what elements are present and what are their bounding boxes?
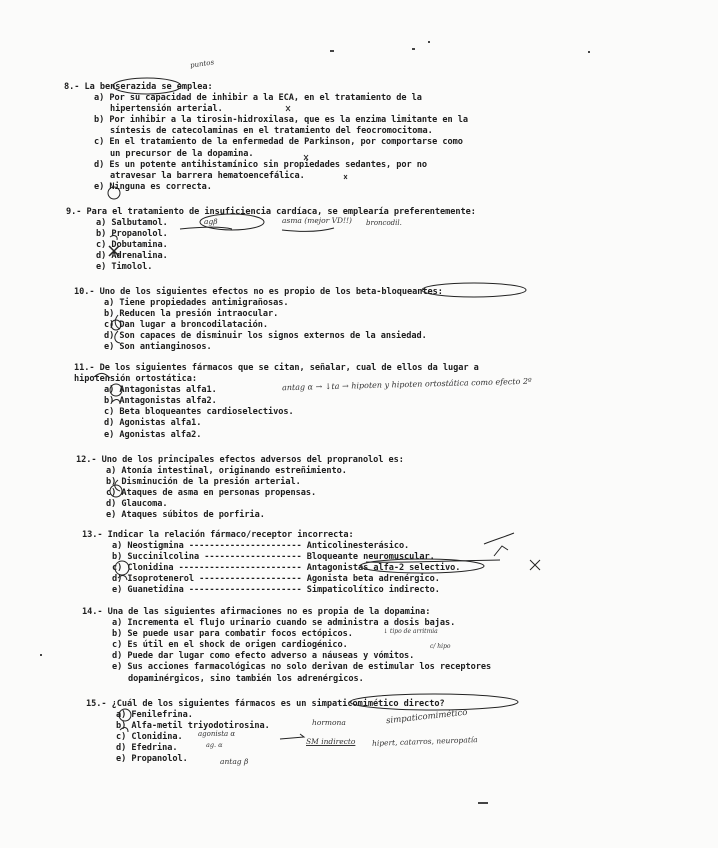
option-e: e) Ataques súbitos de porfiria. (106, 510, 265, 521)
scan-speck (412, 48, 415, 50)
question-10 (74, 287, 594, 354)
question-15 (86, 699, 606, 766)
question-13 (82, 530, 602, 597)
handwritten-note: agonista α (198, 730, 236, 738)
handwritten-note: c/ hipo (430, 643, 451, 650)
option-continuation: atravesar la barrera hematoencefálica. (110, 170, 305, 181)
option-e: e) Son antianginosos. (104, 342, 212, 353)
handwritten-note: asma (mejor VD!!) (282, 216, 352, 225)
option-e: e) Timolol. (96, 262, 153, 273)
option-d: d) Es un potente antihistamínico sin propiedades sedantes, por no (94, 159, 428, 170)
handwritten-note: puntos (189, 58, 215, 70)
question-14 (82, 607, 602, 685)
handwritten-note: antag α → ↓ta → hipoten y hipoten ortostática como efecto 2º (281, 376, 532, 393)
question-stem: 12.- Uno de los principales efectos adversos del propranolol es: (76, 455, 404, 465)
option-d: d) Isoprotenerol -------------------- Agonista beta adrenérgico. (112, 574, 440, 585)
option-c: c) Beta bloqueantes cardioselectivos. (104, 407, 294, 418)
question-stem: 10.- Uno de los siguientes efectos no es propio de los beta-bloqueantes: (74, 287, 443, 297)
option-a: a) Tiene propiedades antimigrañosas. (104, 298, 289, 309)
handwritten-note: antag β (220, 757, 249, 766)
option-a: a) Fenilefrina. (116, 710, 193, 721)
option-b: b) Antagonistas alfa2. (104, 396, 217, 407)
handwritten-note: hormona (312, 718, 346, 727)
question-stem: 13.- Indicar la relación fármaco/receptor incorrecta: (82, 530, 354, 540)
option-continuation: hipertensión arterial. (110, 104, 223, 115)
scan-speck (428, 41, 430, 43)
question-12 (76, 455, 596, 522)
option-a: a) Atonía intestinal, originando estreñimiento. (106, 466, 347, 477)
option-e: e) Sus acciones farmacológicas no solo derivan de estimular los receptores (112, 662, 492, 673)
option-c: c) Clonidina. (116, 732, 183, 743)
option-b: b) Reducen la presión intraocular. (104, 309, 279, 320)
option-c: c) Ataques de asma en personas propensas. (106, 488, 317, 499)
scan-speck (478, 802, 488, 804)
option-d: d) Son capaces de disminuir los signos externos de la ansiedad. (104, 331, 427, 342)
option-d: d) Glaucoma. (106, 499, 168, 510)
option-c: c) Dan lugar a broncodilatación. (104, 320, 268, 331)
question-stem: 9.- Para el tratamiento de insuficiencia cardíaca, se emplearía preferentemente: (66, 207, 476, 217)
option-b: b) Succinilcolina ------------------- Bloqueante neuromuscular. (112, 552, 435, 563)
option-a: a) Salbutamol. (96, 218, 168, 229)
option-b: b) Por inhibir a la tirosin-hidroxilasa, que es la enzima limitante en la (94, 115, 469, 126)
option-a: a) Antagonistas alfa1. (104, 385, 217, 396)
question-stem: 8.- La benserazida se emplea: (64, 82, 213, 92)
scan-speck (330, 50, 334, 52)
scan-speck (40, 654, 42, 656)
option-e: e) Agonistas alfa2. (104, 429, 202, 440)
option-b: b) Se puede usar para combatir focos ectópicos. (112, 629, 353, 640)
handwritten-note: broncodil. (366, 219, 402, 227)
option-c: c) En el tratamiento de la enfermedad de Parkinson, por comportarse como (94, 137, 463, 148)
handwritten-note: SM indirecto (306, 737, 356, 746)
option-c: c) Dobutamina. (96, 240, 168, 251)
handwritten-note: ag. α (206, 741, 223, 749)
handwritten-note: ↓ tipo de arritmia (383, 628, 438, 635)
question-stem: 14.- Una de las siguientes afirmaciones no es propia de la dopamina: (82, 607, 431, 617)
option-continuation: un precursor de la dopamina. (110, 148, 254, 159)
option-continuation: síntesis de catecolaminas en el tratamiento del feocromocitoma. (110, 126, 433, 137)
option-b: b) Disminución de la presión arterial. (106, 477, 301, 488)
option-a: a) Neostigmina ---------------------- Anticolinesterásico. (112, 541, 410, 552)
option-c: c) Clonidina ------------------------ Antagonistas alfa-2 selectivo. (112, 563, 461, 574)
scan-speck (588, 51, 590, 53)
question-11 (74, 363, 594, 441)
option-b: b) Alfa-metil triyodotirosina. (116, 721, 270, 732)
handwritten-note: agβ (204, 217, 218, 226)
option-d: d) Adrenalina. (96, 251, 168, 262)
option-e: e) Ninguna es correcta. (94, 181, 212, 192)
option-d: d) Efedrina. (116, 743, 178, 754)
handwritten-note: simpaticomimético (385, 707, 468, 727)
option-e: e) Guanetidina ---------------------- Simpaticolítico indirecto. (112, 585, 440, 596)
option-c: c) Es útil en el shock de origen cardiogénico. (112, 640, 348, 651)
option-d: d) Puede dar lugar como efecto adverso a náuseas y vómitos. (112, 651, 415, 662)
option-e: e) Propanolol. (116, 754, 188, 765)
question-8 (64, 82, 584, 193)
option-a: a) Incrementa el flujo urinario cuando se administra a dosis bajas. (112, 618, 456, 629)
question-stem-continuation: hipotensión ortostática: (74, 374, 197, 385)
option-a: a) Por su capacidad de inhibir a la ECA, en el tratamiento de la (94, 93, 422, 104)
option-d: d) Agonistas alfa1. (104, 418, 202, 429)
option-b: b) Propanolol. (96, 229, 168, 240)
handwritten-note: hipert, catarros, neuropatía (371, 735, 478, 748)
question-stem: 15.- ¿Cuál de los siguientes fármacos es un simpaticomimético directo? (86, 699, 445, 709)
question-stem: 11.- De los siguientes fármacos que se citan, señalar, cual de ellos da lugar a (74, 363, 479, 373)
option-continuation: dopaminérgicos, sino también los adrenérgicos. (128, 673, 364, 684)
